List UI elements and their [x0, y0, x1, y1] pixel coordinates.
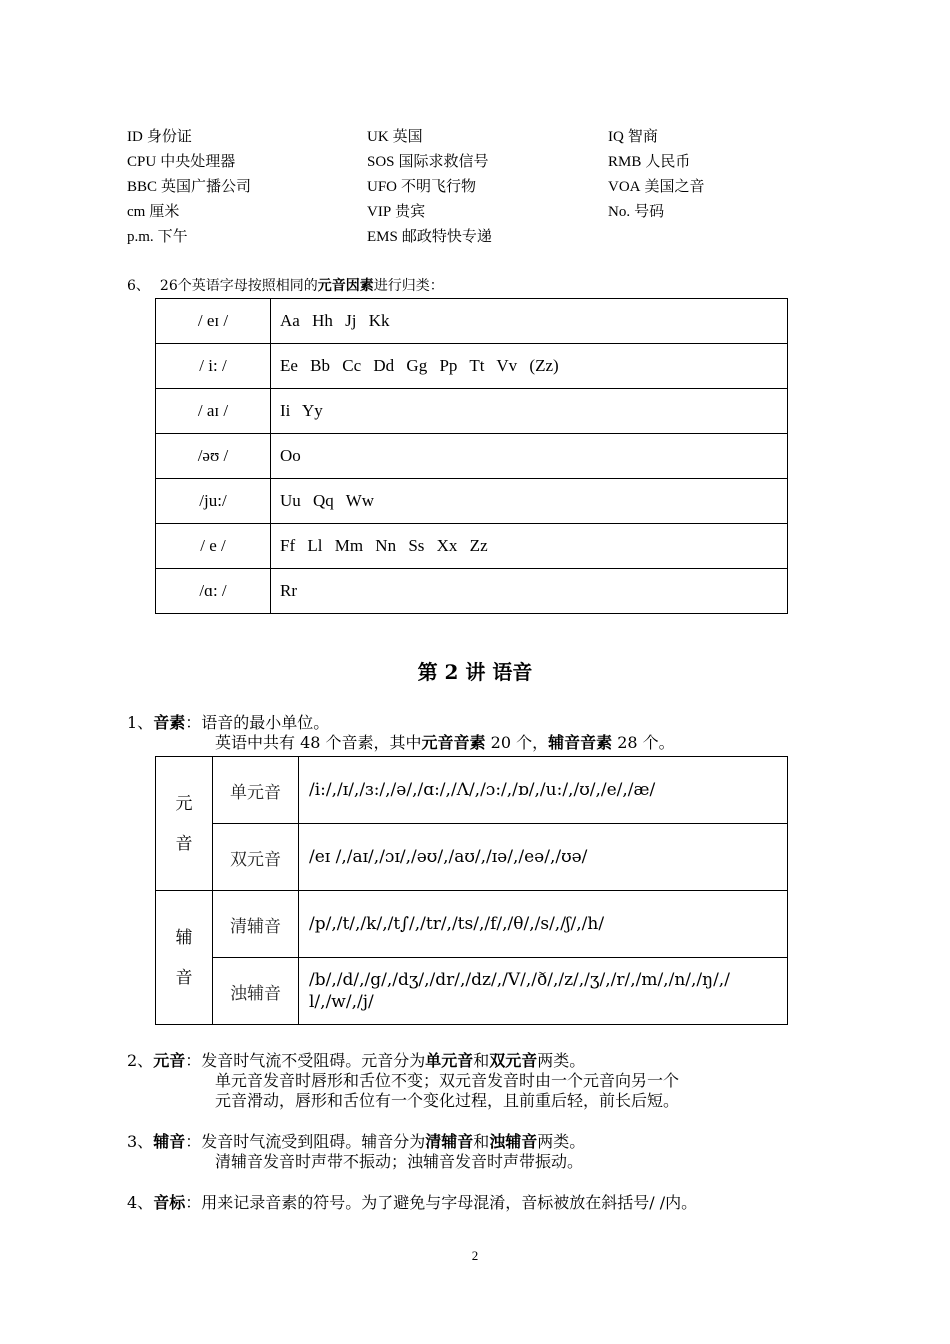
abbreviation-item: UK 英国 — [367, 127, 423, 145]
section-6-heading: 6、 26个英语字母按照相同的元音因素进行归类： — [127, 278, 444, 294]
phoneme-cell: / i: / — [156, 344, 271, 389]
abbreviation-row — [127, 174, 787, 199]
abbreviation-item: RMB 人民币 — [608, 152, 691, 170]
letters-cell: Ff Ll Mm Nn Ss Xx Zz — [271, 524, 788, 569]
letters-cell: Oo — [271, 434, 788, 479]
paragraph-line: 3、辅音：发音时气流受到阻碍。辅音分为清辅音和浊辅音两类。 — [127, 1132, 586, 1151]
abbreviation-item: ID 身份证 — [127, 127, 192, 145]
abbreviation-item: VOA 美国之音 — [608, 177, 705, 195]
subgroup-cell: 单元音 — [213, 757, 299, 824]
abbreviation-item: VIP 贵宾 — [367, 202, 426, 220]
abbreviation-item: EMS 邮政特快专递 — [367, 227, 492, 245]
phoneme-cell: / e / — [156, 524, 271, 569]
abbreviation-item: UFO 不明飞行物 — [367, 177, 477, 195]
phoneme-cell: /əʊ / — [156, 434, 271, 479]
phoneme-cell: /ɑ: / — [156, 569, 271, 614]
table-row — [156, 389, 788, 434]
table-row — [156, 757, 788, 824]
paragraph-line: 单元音发音时唇形和舌位不变；双元音发音时由一个元音向另一个 — [215, 1071, 680, 1090]
paragraph-line: 1、音素：语音的最小单位。 — [127, 713, 330, 732]
subgroup-cell: 浊辅音 — [213, 958, 299, 1025]
paragraph-line: 清辅音发音时声带不振动；浊辅音发音时声带振动。 — [215, 1152, 584, 1171]
ipa-cell: /eɪ /,/aɪ/,/ɔɪ/,/əʊ/,/aʊ/,/ɪə/,/eə/,/ʊə/ — [299, 824, 788, 891]
abbreviation-item: SOS 国际求救信号 — [367, 152, 489, 170]
table-row — [156, 479, 788, 524]
phoneme-table — [155, 756, 788, 1025]
paragraph-phonetic-symbol — [127, 1193, 827, 1213]
abbreviation-item: IQ 智商 — [608, 127, 658, 145]
table-row — [156, 958, 788, 1025]
phoneme-cell: / eɪ / — [156, 299, 271, 344]
abbreviation-row — [127, 149, 787, 174]
paragraph-line: 元音滑动，唇形和舌位有一个变化过程，且前重后轻，前长后短。 — [215, 1091, 680, 1110]
consonant-group-cell: 辅 音 — [156, 891, 213, 1025]
abbreviation-row — [127, 224, 787, 249]
vowel-group-cell: 元 音 — [156, 757, 213, 891]
letters-cell: Ii Yy — [271, 389, 788, 434]
paragraph-phoneme — [127, 713, 827, 753]
subgroup-cell: 清辅音 — [213, 891, 299, 958]
table-row — [156, 434, 788, 479]
letters-cell: Uu Qq Ww — [271, 479, 788, 524]
ipa-cell: /p/,/t/,/k/,/t∫/,/tr/,/ts/,/f/,/θ/,/s/,/ʃ/,/h/ — [299, 891, 788, 958]
subgroup-cell: 双元音 — [213, 824, 299, 891]
letter-vowel-table — [155, 298, 788, 614]
table-row — [156, 569, 788, 614]
paragraph-line: 2、元音：发音时气流不受阻碍。元音分为单元音和双元音两类。 — [127, 1051, 586, 1070]
lecture-title: 第 2 讲 语音 — [417, 660, 533, 684]
letters-cell: Rr — [271, 569, 788, 614]
letters-cell: Aa Hh Jj Kk — [271, 299, 788, 344]
paragraph-line: 4、音标：用来记录音素的符号。为了避免与字母混淆，音标被放在斜括号/ /内。 — [127, 1193, 698, 1212]
table-row — [156, 824, 788, 891]
table-row — [156, 524, 788, 569]
abbreviation-list — [127, 124, 787, 249]
paragraph-consonant — [127, 1132, 827, 1172]
paragraph-line: 英语中共有 48 个音素，其中元音音素 20 个，辅音音素 28 个。 — [215, 733, 675, 752]
abbreviation-row — [127, 124, 787, 149]
table-row — [156, 891, 788, 958]
ipa-cell: /i:/,/ɪ/,/ɜ:/,/ə/,/ɑ:/,/Λ/,/ɔ:/,/ɒ/,/u:/,/ʊ/,/e/,/æ/ — [299, 757, 788, 824]
table-row — [156, 344, 788, 389]
table-row — [156, 299, 788, 344]
letters-cell: Ee Bb Cc Dd Gg Pp Tt Vv (Zz) — [271, 344, 788, 389]
ipa-cell: /b/,/d/,/g/,/dʒ/,/dr/,/dz/,/V/,/ð/,/z/,/ʒ/,/r/,/m/,/n/,/ŋ/,/ l/,/w/,/j/ — [299, 958, 788, 1025]
abbreviation-item: BBC 英国广播公司 — [127, 177, 252, 195]
abbreviation-row — [127, 199, 787, 224]
abbreviation-item: No. 号码 — [608, 202, 665, 220]
paragraph-vowel — [127, 1051, 827, 1111]
abbreviation-item: cm 厘米 — [127, 202, 180, 220]
phoneme-cell: /ju:/ — [156, 479, 271, 524]
abbreviation-item — [608, 224, 787, 249]
abbreviation-item: CPU 中央处理器 — [127, 152, 236, 170]
page-number: 2 — [471, 1248, 479, 1263]
phoneme-cell: / aɪ / — [156, 389, 271, 434]
abbreviation-item: p.m. 下午 — [127, 227, 188, 245]
